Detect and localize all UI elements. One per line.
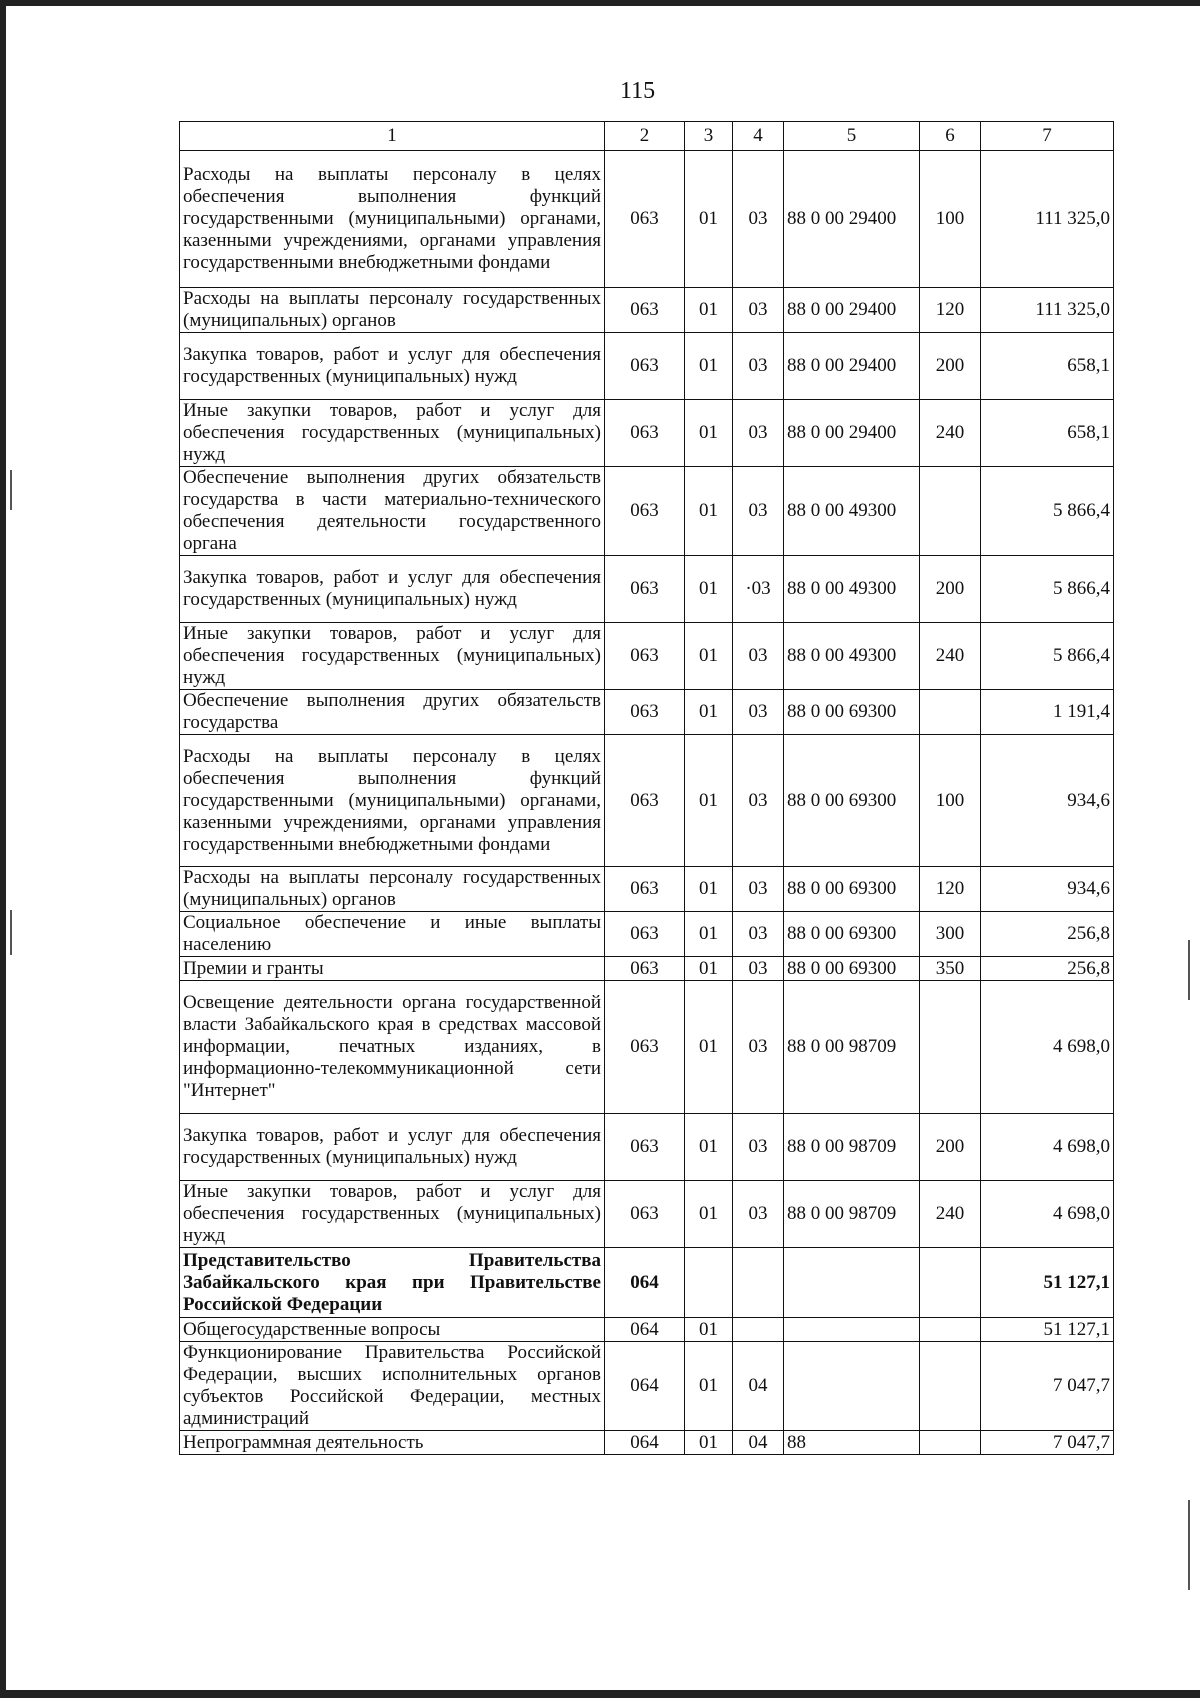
row-admin-code: 063 [605, 400, 685, 467]
row-amount: 5 866,4 [981, 623, 1114, 690]
table-row [180, 957, 1114, 981]
row-subsection: ·03 [733, 556, 784, 623]
header-col-3: 3 [685, 122, 733, 151]
row-expense-type [920, 1431, 981, 1455]
row-target-article: 88 0 00 29400 [784, 151, 920, 288]
header-col-6: 6 [920, 122, 981, 151]
row-subsection: 04 [733, 1431, 784, 1455]
table-row [180, 1248, 1114, 1318]
table-row [180, 467, 1114, 556]
row-target-article: 88 0 00 49300 [784, 556, 920, 623]
row-expense-type: 120 [920, 288, 981, 333]
table-row [180, 912, 1114, 957]
row-description: Расходы на выплаты персоналу государственных (муниципальных) органов [180, 867, 605, 912]
row-subsection: 03 [733, 690, 784, 735]
row-description: Расходы на выплаты персоналу в целях обеспечения выполнения функций государственными (муниципальными) органами, казенными учреждениями, органами управления государственными внебюджетными фондами [180, 735, 605, 867]
row-description: Закупка товаров, работ и услуг для обеспечения государственных (муниципальных) нужд [180, 1114, 605, 1181]
row-expense-type: 240 [920, 400, 981, 467]
row-section: 01 [685, 867, 733, 912]
row-section [685, 1248, 733, 1318]
row-target-article: 88 0 00 98709 [784, 1181, 920, 1248]
row-amount: 51 127,1 [981, 1318, 1114, 1342]
row-subsection: 03 [733, 912, 784, 957]
row-amount: 7 047,7 [981, 1431, 1114, 1455]
row-admin-code: 063 [605, 1114, 685, 1181]
row-section: 01 [685, 556, 733, 623]
scan-border-left [0, 0, 6, 1698]
row-amount: 5 866,4 [981, 556, 1114, 623]
row-amount: 5 866,4 [981, 467, 1114, 556]
table-row [180, 1114, 1114, 1181]
table-row [180, 867, 1114, 912]
row-description: Расходы на выплаты персоналу государственных (муниципальных) органов [180, 288, 605, 333]
row-section: 01 [685, 981, 733, 1114]
header-row [180, 122, 1114, 151]
row-amount: 934,6 [981, 735, 1114, 867]
scan-mark-left-1 [10, 470, 12, 510]
row-amount: 658,1 [981, 400, 1114, 467]
scan-mark-left-2 [10, 910, 12, 955]
row-description: Представительство Правительства Забайкальского края при Правительстве Российской Федерации [180, 1248, 605, 1318]
row-section: 01 [685, 957, 733, 981]
row-target-article: 88 0 00 29400 [784, 333, 920, 400]
row-subsection: 04 [733, 1342, 784, 1431]
row-target-article: 88 0 00 49300 [784, 623, 920, 690]
table-row [180, 623, 1114, 690]
row-description: Премии и гранты [180, 957, 605, 981]
table-row [180, 1318, 1114, 1342]
row-amount: 4 698,0 [981, 1181, 1114, 1248]
header-col-2: 2 [605, 122, 685, 151]
header-col-4: 4 [733, 122, 784, 151]
row-admin-code: 063 [605, 912, 685, 957]
budget-table [179, 121, 1114, 1455]
table-row [180, 690, 1114, 735]
table-row [180, 735, 1114, 867]
row-target-article: 88 0 00 98709 [784, 981, 920, 1114]
row-amount: 256,8 [981, 912, 1114, 957]
table-row [180, 556, 1114, 623]
row-target-article: 88 0 00 29400 [784, 400, 920, 467]
scan-mark-right-2 [1188, 1500, 1190, 1590]
row-expense-type [920, 690, 981, 735]
row-section: 01 [685, 288, 733, 333]
row-target-article [784, 1342, 920, 1431]
row-section: 01 [685, 1342, 733, 1431]
row-section: 01 [685, 1114, 733, 1181]
row-section: 01 [685, 735, 733, 867]
row-expense-type [920, 1248, 981, 1318]
row-target-article: 88 0 00 69300 [784, 690, 920, 735]
row-target-article [784, 1248, 920, 1318]
row-amount: 51 127,1 [981, 1248, 1114, 1318]
table-row [180, 151, 1114, 288]
row-subsection: 03 [733, 1114, 784, 1181]
row-description: Социальное обеспечение и иные выплаты населению [180, 912, 605, 957]
table-row [180, 400, 1114, 467]
row-expense-type: 100 [920, 735, 981, 867]
row-description: Обеспечение выполнения других обязательств государства [180, 690, 605, 735]
row-target-article [784, 1318, 920, 1342]
row-section: 01 [685, 1431, 733, 1455]
row-section: 01 [685, 400, 733, 467]
table-row [180, 288, 1114, 333]
row-admin-code: 063 [605, 690, 685, 735]
table-row [180, 1431, 1114, 1455]
row-target-article: 88 0 00 69300 [784, 912, 920, 957]
row-description: Закупка товаров, работ и услуг для обеспечения государственных (муниципальных) нужд [180, 556, 605, 623]
row-amount: 7 047,7 [981, 1342, 1114, 1431]
row-subsection: 03 [733, 151, 784, 288]
row-subsection [733, 1318, 784, 1342]
row-description: Освещение деятельности органа государственной власти Забайкальского края в средствах массовой информации, печатных изданиях, в информационно-телекоммуникационной сети "Интернет" [180, 981, 605, 1114]
row-description: Обеспечение выполнения других обязательств государства в части материально-технического обеспечения деятельности государственного органа [180, 467, 605, 556]
row-amount: 111 325,0 [981, 151, 1114, 288]
row-target-article: 88 0 00 98709 [784, 1114, 920, 1181]
row-section: 01 [685, 690, 733, 735]
page-number: 115 [620, 78, 656, 104]
row-section: 01 [685, 1181, 733, 1248]
row-target-article: 88 0 00 29400 [784, 288, 920, 333]
row-admin-code: 064 [605, 1342, 685, 1431]
row-expense-type: 100 [920, 151, 981, 288]
row-subsection: 03 [733, 1181, 784, 1248]
row-description: Непрограммная деятельность [180, 1431, 605, 1455]
row-expense-type: 300 [920, 912, 981, 957]
row-expense-type: 350 [920, 957, 981, 981]
row-expense-type [920, 981, 981, 1114]
header-col-5: 5 [784, 122, 920, 151]
row-admin-code: 063 [605, 957, 685, 981]
row-admin-code: 064 [605, 1248, 685, 1318]
row-subsection: 03 [733, 400, 784, 467]
row-subsection: 03 [733, 333, 784, 400]
row-section: 01 [685, 1318, 733, 1342]
table-row [180, 1181, 1114, 1248]
row-admin-code: 063 [605, 1181, 685, 1248]
row-subsection: 03 [733, 288, 784, 333]
row-target-article: 88 0 00 69300 [784, 735, 920, 867]
row-amount: 4 698,0 [981, 981, 1114, 1114]
row-amount: 111 325,0 [981, 288, 1114, 333]
row-admin-code: 063 [605, 623, 685, 690]
row-admin-code: 063 [605, 151, 685, 288]
table-row [180, 1342, 1114, 1431]
scan-border-bottom [0, 1690, 1200, 1698]
row-admin-code: 063 [605, 333, 685, 400]
row-section: 01 [685, 623, 733, 690]
row-expense-type: 200 [920, 556, 981, 623]
row-amount: 1 191,4 [981, 690, 1114, 735]
row-admin-code: 063 [605, 735, 685, 867]
row-target-article: 88 [784, 1431, 920, 1455]
row-subsection [733, 1248, 784, 1318]
row-admin-code: 063 [605, 288, 685, 333]
row-amount: 934,6 [981, 867, 1114, 912]
row-subsection: 03 [733, 467, 784, 556]
row-target-article: 88 0 00 69300 [784, 867, 920, 912]
row-expense-type: 240 [920, 623, 981, 690]
table-row [180, 981, 1114, 1114]
row-section: 01 [685, 467, 733, 556]
header-col-7: 7 [981, 122, 1114, 151]
row-subsection: 03 [733, 735, 784, 867]
table-row [180, 333, 1114, 400]
row-description: Иные закупки товаров, работ и услуг для обеспечения государственных (муниципальных) нужд [180, 400, 605, 467]
row-admin-code: 064 [605, 1318, 685, 1342]
row-description: Закупка товаров, работ и услуг для обеспечения государственных (муниципальных) нужд [180, 333, 605, 400]
row-description: Общегосударственные вопросы [180, 1318, 605, 1342]
row-admin-code: 063 [605, 467, 685, 556]
row-subsection: 03 [733, 981, 784, 1114]
row-expense-type: 240 [920, 1181, 981, 1248]
row-section: 01 [685, 912, 733, 957]
row-amount: 4 698,0 [981, 1114, 1114, 1181]
row-expense-type [920, 1342, 981, 1431]
row-admin-code: 063 [605, 867, 685, 912]
row-amount: 256,8 [981, 957, 1114, 981]
row-admin-code: 063 [605, 556, 685, 623]
row-description: Функционирование Правительства Российской Федерации, высших исполнительных органов субъектов Российской Федерации, местных администраций [180, 1342, 605, 1431]
row-target-article: 88 0 00 69300 [784, 957, 920, 981]
row-admin-code: 064 [605, 1431, 685, 1455]
row-subsection: 03 [733, 867, 784, 912]
row-section: 01 [685, 333, 733, 400]
row-description: Иные закупки товаров, работ и услуг для обеспечения государственных (муниципальных) нужд [180, 623, 605, 690]
row-admin-code: 063 [605, 981, 685, 1114]
row-expense-type [920, 467, 981, 556]
row-section: 01 [685, 151, 733, 288]
row-amount: 658,1 [981, 333, 1114, 400]
row-subsection: 03 [733, 623, 784, 690]
scan-border-top [0, 0, 1200, 6]
row-subsection: 03 [733, 957, 784, 981]
scan-mark-right-1 [1188, 940, 1190, 1000]
row-target-article: 88 0 00 49300 [784, 467, 920, 556]
row-description: Иные закупки товаров, работ и услуг для обеспечения государственных (муниципальных) нужд [180, 1181, 605, 1248]
row-description: Расходы на выплаты персоналу в целях обеспечения выполнения функций государственными (муниципальными) органами, казенными учреждениями, органами управления государственными внебюджетными фондами [180, 151, 605, 288]
row-expense-type: 200 [920, 1114, 981, 1181]
row-expense-type: 200 [920, 333, 981, 400]
header-col-1: 1 [180, 122, 605, 151]
row-expense-type [920, 1318, 981, 1342]
row-expense-type: 120 [920, 867, 981, 912]
